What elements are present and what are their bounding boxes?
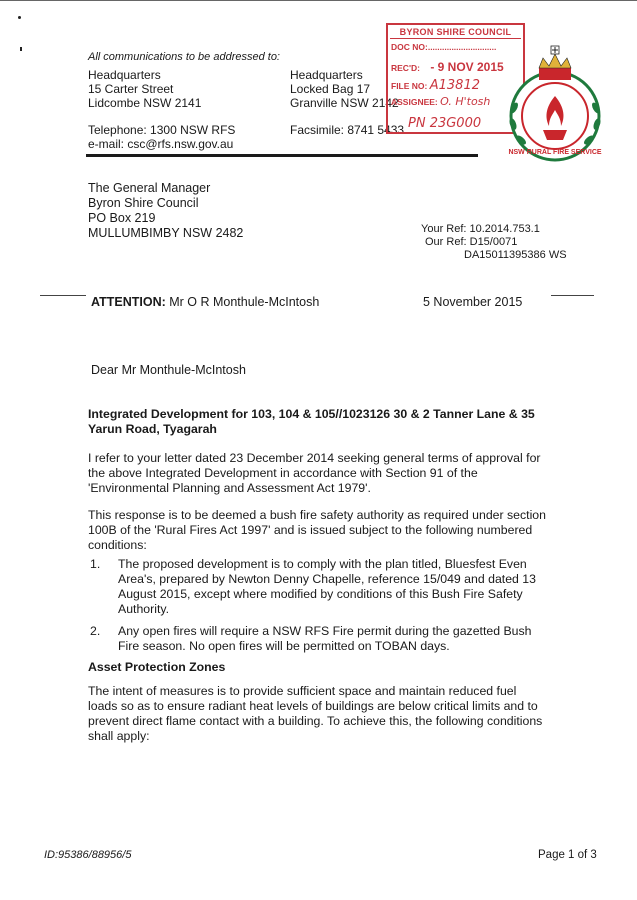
stamp-title: BYRON SHIRE COUNCIL [399, 27, 512, 37]
email: e-mail: csc@rfs.nsw.gov.au [88, 137, 234, 151]
section-paragraph: The intent of measures is to provide sufficient space and maintain reduced fuel loads so as to ensure radiant heat levels of buildings are below critical limits and to prevent direct flame contact with a building. To achieve this, the following conditions shall apply: [88, 684, 543, 743]
recipient-line3: PO Box 219 [88, 211, 156, 225]
stamp-divider [390, 38, 521, 39]
attention-rule-left [40, 295, 86, 296]
scan-speck [20, 47, 22, 51]
address-hq-line2: 15 Carter Street [88, 82, 174, 96]
stamp-recd-label: REC'D: [391, 63, 420, 73]
attention-name: Mr O R Monthule-McIntosh [169, 295, 320, 309]
condition-2-number: 2. [90, 624, 101, 638]
stamp-assignee-label: ASSIGNEE: [391, 97, 438, 107]
address-postal-line3: Granville NSW 2142 [290, 96, 399, 110]
recipient-line4: MULLUMBIMBY NSW 2482 [88, 226, 244, 240]
stamp-assignee-value: O. H'tosh [440, 95, 491, 108]
address-postal-line2: Locked Bag 17 [290, 82, 371, 96]
condition-2-text: Any open fires will require a NSW RFS Fire permit during the gazetted Bush Fire season. No open fires will be permitted on TOBAN days. [118, 624, 532, 653]
document-id: ID:95386/88956/5 [44, 849, 132, 861]
crown-icon [539, 46, 571, 80]
nsw-rfs-logo [505, 44, 605, 162]
da-ref: DA15011395386 WS [464, 249, 567, 261]
stamp-doc-no: DOC NO:............................. [391, 42, 497, 52]
recipient-line1: The General Manager [88, 181, 211, 195]
attention-rule-right [551, 295, 594, 296]
logo-base-icon [543, 130, 567, 140]
address-hq-line1: Headquarters [88, 68, 161, 82]
communications-note: All communications to be addressed to: [88, 51, 280, 63]
section-heading: Asset Protection Zones [88, 660, 226, 674]
facsimile: Facsimile: 8741 5433 [290, 123, 405, 137]
paragraph-2: This response is to be deemed a bush fire safety authority as required under section 100B of the 'Rural Fires Act 1997' and is issued subject to the following numbered conditions: [88, 508, 546, 552]
header-rule [86, 154, 478, 157]
our-ref: Our Ref: D15/0071 [425, 236, 518, 248]
top-edge-line [0, 0, 637, 1]
attention-label: ATTENTION: [91, 295, 166, 309]
stamp-file-value: A13812 [429, 78, 480, 93]
logo-text: NSW RURAL FIRE SERVICE [508, 149, 602, 156]
subject-heading: Integrated Development for 103, 104 & 105//1023126 30 & 2 Tanner Lane & 35 Yarun Road, Tyagarah [88, 407, 535, 436]
handwritten-note: PN 23G000 [408, 116, 482, 131]
condition-1-text: The proposed development is to comply with the plan titled, Bluesfest Even Area's, prepared by Newton Denny Chapelle, reference 15/049 and dated 13 August 2015, except where modified by conditions of this Bush Fire Safety Authority. [118, 557, 536, 616]
address-postal-line1: Headquarters [290, 68, 363, 82]
page-number: Page 1 of 3 [538, 849, 597, 861]
letter-date: 5 November 2015 [423, 295, 523, 309]
scan-speck [18, 16, 21, 19]
salutation: Dear Mr Monthule-McIntosh [91, 363, 246, 377]
stamp-recd-date: - 9 NOV 2015 [430, 60, 504, 74]
recipient-line2: Byron Shire Council [88, 196, 199, 210]
stamp-file-label: FILE NO: [391, 81, 428, 91]
your-ref: Your Ref: 10.2014.753.1 [421, 223, 540, 235]
condition-1-number: 1. [90, 557, 101, 571]
telephone: Telephone: 1300 NSW RFS [88, 123, 236, 137]
address-hq-line3: Lidcombe NSW 2141 [88, 96, 202, 110]
paragraph-1: I refer to your letter dated 23 December 2014 seeking general terms of approval for the above Integrated Development in accordance with Section 91 of the 'Environmental Planning and Assessment Act 1979'. [88, 451, 541, 495]
